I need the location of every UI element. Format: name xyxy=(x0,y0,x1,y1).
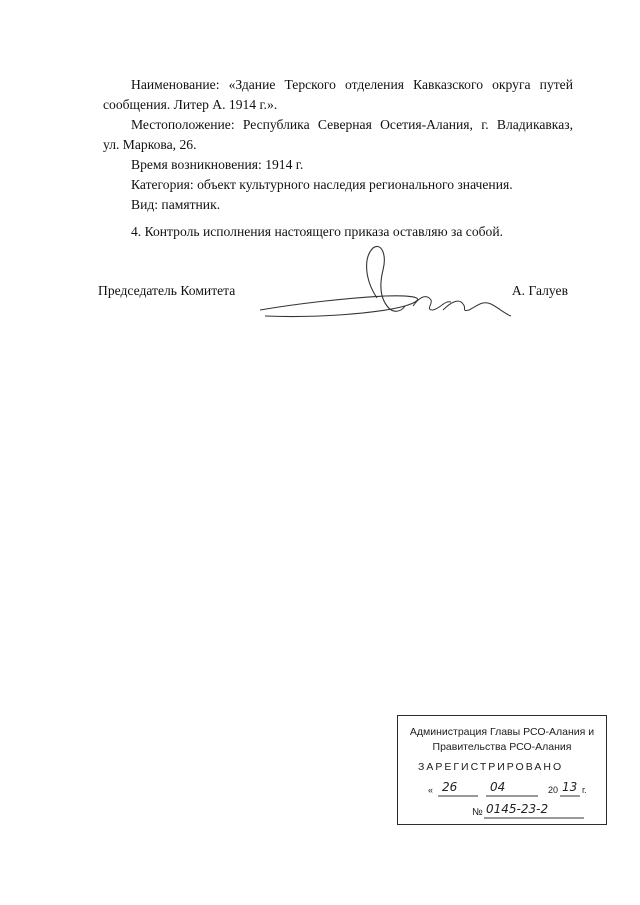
stamp-number: 0145-23-2 xyxy=(486,802,549,816)
stamp-registered: ЗАРЕГИСТРИРОВАНО xyxy=(418,761,564,773)
stamp-number-sign: № xyxy=(472,807,483,818)
stamp-date-underlines xyxy=(428,780,603,802)
stamp-day: 26 xyxy=(442,780,458,794)
name-line: Наименование: «Здание Терского отделения Кавказского округа путей xyxy=(131,77,573,92)
signatory-position: Председатель Комитета xyxy=(98,283,236,298)
stamp-line-1: Администрация Главы РСО-Алания и xyxy=(409,726,595,738)
registration-stamp xyxy=(397,715,607,825)
stamp-number-underline xyxy=(472,802,602,822)
stamp-date-row: « 26 04 20 13 г. xyxy=(428,780,603,802)
stamp-line-2: Правительства РСО-Алания xyxy=(432,741,572,753)
location-continuation: ул. Маркова, 26. xyxy=(103,137,197,152)
stamp-month: 04 xyxy=(490,780,506,794)
stamp-number-row xyxy=(472,802,602,822)
signatory-name: А. Галуев xyxy=(511,283,568,298)
kind-line: Вид: памятник. xyxy=(131,197,221,212)
location-line: Местоположение: Республика Северная Осетия-Алания, г. Владикавказ, xyxy=(131,117,573,132)
name-continuation: сообщения. Литер А. 1914 г.». xyxy=(103,97,278,112)
stamp-year-unit: г. xyxy=(582,785,587,795)
category-line: Категория: объект культурного наследия регионального значения. xyxy=(131,177,513,192)
signature-row xyxy=(98,283,568,323)
time-line: Время возникновения: 1914 г. xyxy=(131,157,304,172)
stamp-year-suffix: 13 xyxy=(562,780,578,794)
stamp-year-prefix: 20 xyxy=(548,785,559,795)
item-4: 4. Контроль исполнения настоящего приказа оставляю за собой. xyxy=(131,224,504,239)
